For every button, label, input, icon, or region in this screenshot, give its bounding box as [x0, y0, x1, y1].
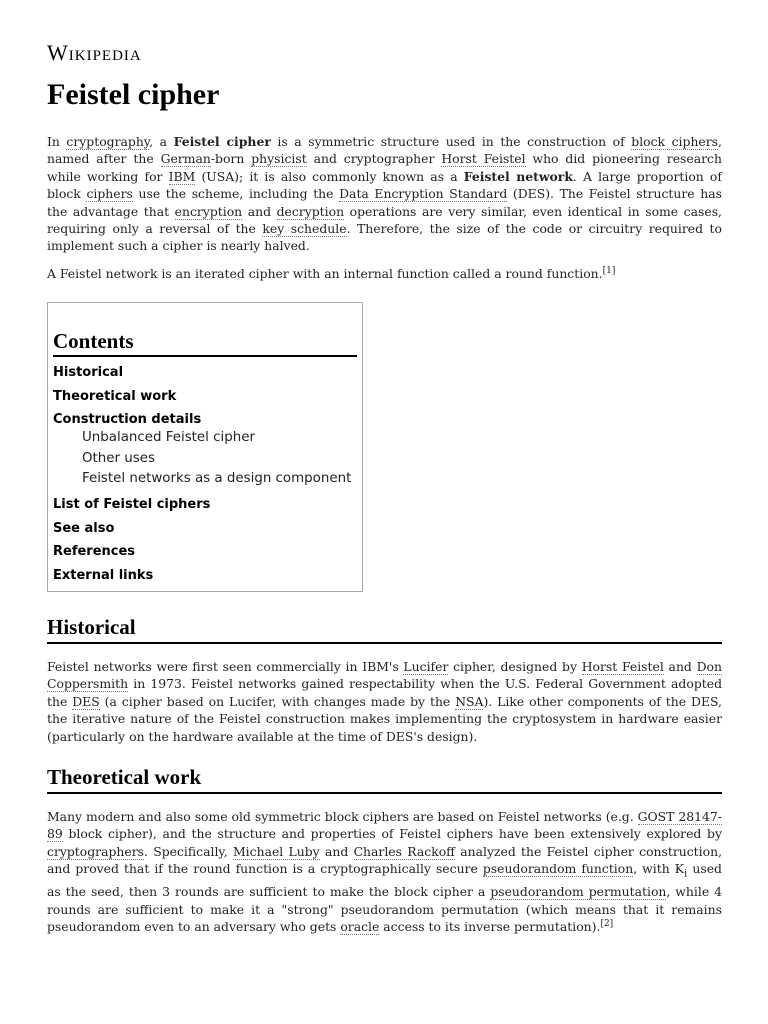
text: used as the seed, then 3 rounds are sufficient to make the block cipher a — [47, 861, 722, 900]
text: , with K — [633, 861, 685, 877]
toc-title: Contents — [53, 329, 357, 357]
text: . A large proportion of block — [47, 168, 722, 202]
text: operations are very similar, even identical in some cases, requiring only a reversal of the — [47, 203, 722, 237]
historical-paragraph — [47, 658, 722, 745]
link-horst-feistel[interactable]: Horst Feistel — [581, 659, 664, 674]
text: is a symmetric structure used in the construction of — [270, 134, 632, 149]
toc-item-historical[interactable]: Historical — [53, 365, 124, 380]
link-gost[interactable]: GOST 28147-89 — [47, 809, 722, 842]
text: in 1973. Feistel networks gained respectability when the U.S. Federal Government adopted the — [47, 676, 722, 709]
link-german[interactable]: German — [160, 151, 211, 167]
text: A Feistel network is an iterated cipher with an internal function called a round function. — [47, 265, 603, 281]
link-encryption[interactable]: encryption — [174, 203, 243, 219]
link-pseudorandom-function[interactable]: pseudorandom function — [482, 861, 634, 877]
intro-paragraph-2 — [47, 265, 722, 282]
text: and — [663, 659, 697, 674]
page-title: Feistel cipher — [47, 78, 220, 111]
text: -born — [210, 151, 252, 167]
toc-subitem-design-component[interactable]: Feistel networks as a design component — [82, 471, 352, 487]
link-ibm[interactable]: IBM — [168, 168, 196, 184]
text: use the scheme, including the — [132, 186, 340, 202]
text: , while 4 rounds are sufficient to make it a "strong" pseudorandom permutation (which means that it remains pseudorandom even to an adversary who gets — [47, 884, 723, 934]
text: , named after the — [47, 134, 722, 167]
link-decryption[interactable]: decryption — [276, 203, 345, 219]
text: cipher, designed by — [448, 659, 582, 674]
toc-item-references[interactable]: References — [53, 544, 136, 560]
link-cryptography[interactable]: cryptography — [66, 134, 150, 149]
text: who did pioneering research while working for — [47, 151, 722, 184]
text: and cryptographer — [306, 151, 442, 167]
link-cryptographers[interactable]: cryptographers — [47, 843, 145, 859]
text: . Specifically, — [144, 843, 233, 859]
link-michael-luby[interactable]: Michael Luby — [233, 843, 320, 859]
text: (a cipher based on Lucifer, with changes made by the — [99, 693, 456, 709]
link-des[interactable]: DES — [72, 693, 100, 709]
link-block-ciphers[interactable]: block ciphers — [631, 134, 719, 149]
link-oracle[interactable]: oracle — [340, 918, 380, 934]
toc-item-see-also[interactable]: See also — [53, 520, 115, 536]
bold-term: Feistel network — [463, 168, 573, 184]
toc-subitem-other-uses[interactable]: Other uses — [82, 450, 155, 466]
link-physicist[interactable]: physicist — [251, 151, 307, 167]
text: analyzed the Feistel cipher construction, and proved that if the round function is a cryptographically secure — [47, 843, 723, 877]
link-pseudorandom-permutation[interactable]: pseudorandom permutation — [490, 884, 667, 900]
text: access to its inverse permutation). — [379, 918, 601, 934]
wikipedia-wordmark: Wikipedia — [47, 40, 142, 65]
text: ). Like other components of the DES, the iterative nature of the Feistel construction makes implementing the cryptosystem in hardware easier (particularly on the hardware available at the time of DES's design). — [47, 693, 722, 744]
text: (DES). The Feistel structure has the advantage that — [47, 186, 722, 219]
section-heading: Historical — [47, 615, 722, 644]
link-ciphers[interactable]: ciphers — [86, 186, 133, 202]
table-of-contents — [47, 302, 363, 592]
section-theoretical-work — [47, 765, 722, 935]
intro-paragraph-1 — [47, 133, 722, 255]
toc-item-theoretical-work[interactable]: Theoretical work — [53, 388, 177, 404]
link-data-encryption-standard[interactable]: Data Encryption Standard — [339, 186, 508, 202]
citation-ref[interactable]: [1] — [602, 265, 616, 276]
theoretical-paragraph — [47, 808, 722, 935]
link-charles-rackoff[interactable]: Charles Rackoff — [353, 843, 455, 859]
toc-item-external-links[interactable]: External links — [53, 568, 154, 584]
bold-term: Feistel cipher — [173, 134, 271, 149]
section-historical — [47, 615, 722, 745]
text: , a — [149, 134, 174, 149]
link-horst-feistel[interactable]: Horst Feistel — [441, 151, 526, 167]
section-heading: Theoretical work — [47, 765, 722, 794]
text: block cipher), and the structure and properties of Feistel ciphers have been extensively explored by — [62, 826, 722, 842]
text: Many modern and also some old symmetric block ciphers are based on Feistel networks (e.g. — [47, 809, 638, 824]
link-nsa[interactable]: NSA — [455, 693, 484, 709]
link-don-coppersmith[interactable]: Don Coppersmith — [47, 659, 722, 692]
intro-section — [47, 133, 722, 282]
text: In — [47, 134, 67, 149]
link-lucifer[interactable]: Lucifer — [403, 659, 449, 674]
link-key-schedule[interactable]: key schedule — [262, 221, 347, 237]
toc-item-construction-details[interactable]: Construction details — [53, 412, 202, 428]
toc-subitem-unbalanced-feistel-cipher[interactable]: Unbalanced Feistel cipher — [82, 430, 255, 446]
text: (USA); it is also commonly known as a — [195, 168, 464, 184]
citation-ref[interactable]: [2] — [600, 918, 614, 929]
text: . Therefore, the size of the code or circuitry required to implement such a cipher is nearly halved. — [47, 221, 722, 254]
subscript: i — [684, 867, 688, 880]
text: Feistel networks were first seen commercially in IBM's — [47, 659, 404, 674]
text: and — [242, 203, 277, 219]
toc-item-list-of-feistel-ciphers[interactable]: List of Feistel ciphers — [53, 497, 211, 513]
text: and — [319, 843, 354, 859]
